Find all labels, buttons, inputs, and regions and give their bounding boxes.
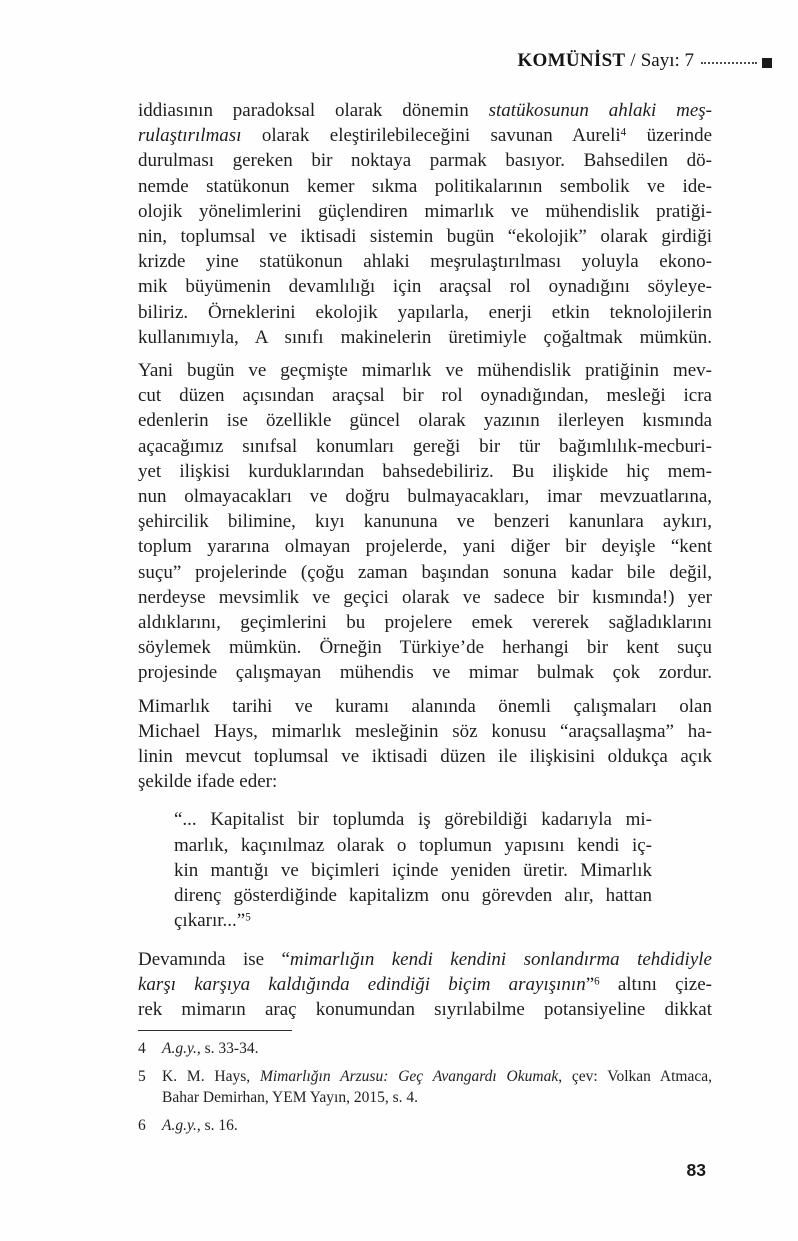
blockquote: “... Kapitalist bir toplumda iş görebildiği kadarıyla mi- marlık, kaçınılmaz olarak o toplumun yapısını kendi iç- kin mantığı ve biçimleri içinde yeniden üretir. Mimarlık direnç gösterdiğinde kapitalizm onu görevden alır, hattan çıkarır...”$^5$ [174, 809, 652, 932]
footnote-text: K. M. Hays, Mimarlığın Arzusu: Geç Avangardı Okumak, çev: Volkan Atmaca, Bahar Demirhan, YEM Yayın, 2015, s. 4. [162, 1068, 712, 1107]
footnote-number: 6 [138, 1117, 146, 1135]
footnote-text: A.g.y., s. 33-34. [162, 1040, 259, 1058]
paragraph-2: Yani bugün ve geçmişte mimarlık ve mühendislik pratiğinin mev- cut düzen açısından araçsal bir rol oynadığından, mesleği icra edenlerin ise özellikle güncel olarak yazının ilerleyen kısmında açacağımız sınıfsal konumları gereği bir tür bağımlılık-mecburi- yet ilişkisi kurduklarından bahsedebiliriz. Bu ilişkide hiç mem- nun olmayacakları ve doğru bulmayacakları, imar mevzuatlarına, şehircilik bilimine, kıyı kanununa ve benzeri kanunlara aykırı, toplum yararına olmayan projelerde, yani diğer bir deyişle “kent suçu” projelerinde (çoğu zaman başından sonuna kadar bile değil, nerdeyse mevsimlik ve geçici olarak ve sadece bir kısmında!) yer aldıklarını, geçimlerini bu projelere emek vererek sağladıklarını söylemek mümkün. Örneğin Türkiye’de herhangi bir kent suçu projesinde çalışmayan mühendis ve mimar bulmak çok zordur. [138, 360, 712, 684]
paragraph-3: Mimarlık tarihi ve kuramı alanında önemli çalışmaları olan Michael Hays, mimarlık mesleğinin söz konusu “araçsallaşma” ha- linin mevcut toplumsal ve iktisadi düzen ile ilişkisini oldukça açık şekilde ifade eder: [138, 695, 712, 793]
footnote-5 [138, 1066, 712, 1108]
issue-number: Sayı: 7 [640, 50, 694, 71]
footnote-6 [138, 1115, 712, 1136]
footnote-4 [138, 1038, 712, 1059]
page-number: 83 [686, 1160, 706, 1180]
footnote-separator [138, 1030, 292, 1031]
footnote-text: A.g.y., s. 16. [162, 1117, 238, 1135]
paragraph-1: iddiasının paradoksal olarak dönemin statükosunun ahlaki meş- rulaştırılması olarak eleştirilebileceğini savunan Aureli$^4$ üzerinde durulması gereken bir noktaya parmak basıyor. Bahsedilen dö- nemde statükonun kemer sıkma politikalarının sembolik ve ide- olojik yönelimlerini güçlendiren mimarlık ve mühendislik pratiği- nin, toplumsal ve iktisadi sistemin bugün “ekolojik” olarak girdiği krizde yine statükonun ahlaki meşrulaştırılması yoluyla ekono- mik büyümenin devamlılığı için araçsal rol oynadığını söyleye- biliriz. Örneklerini ekolojik yapılarla, enerji etkin teknolojilerin kullanımıyla, A sınıfı makinelerin üretimiyle çoğaltmak mümkün. [138, 100, 712, 348]
footnote-number: 5 [138, 1068, 146, 1086]
footnotes-section [138, 1030, 712, 1136]
footnote-number: 4 [138, 1040, 146, 1058]
black-square-icon [762, 58, 772, 68]
article-body [138, 0, 712, 1143]
header-separator: / [630, 50, 636, 71]
journal-title: KOMÜNİST [517, 50, 626, 71]
paragraph-4: Devamında ise “mimarlığın kendi kendini sonlandırma tehdidiyle karşı karşıya kaldığında edindiği biçim arayışının”$^6$ altını çize- rek mimarın araç konumundan sıyrılabilme potansiyeline dikkat [138, 948, 712, 1020]
